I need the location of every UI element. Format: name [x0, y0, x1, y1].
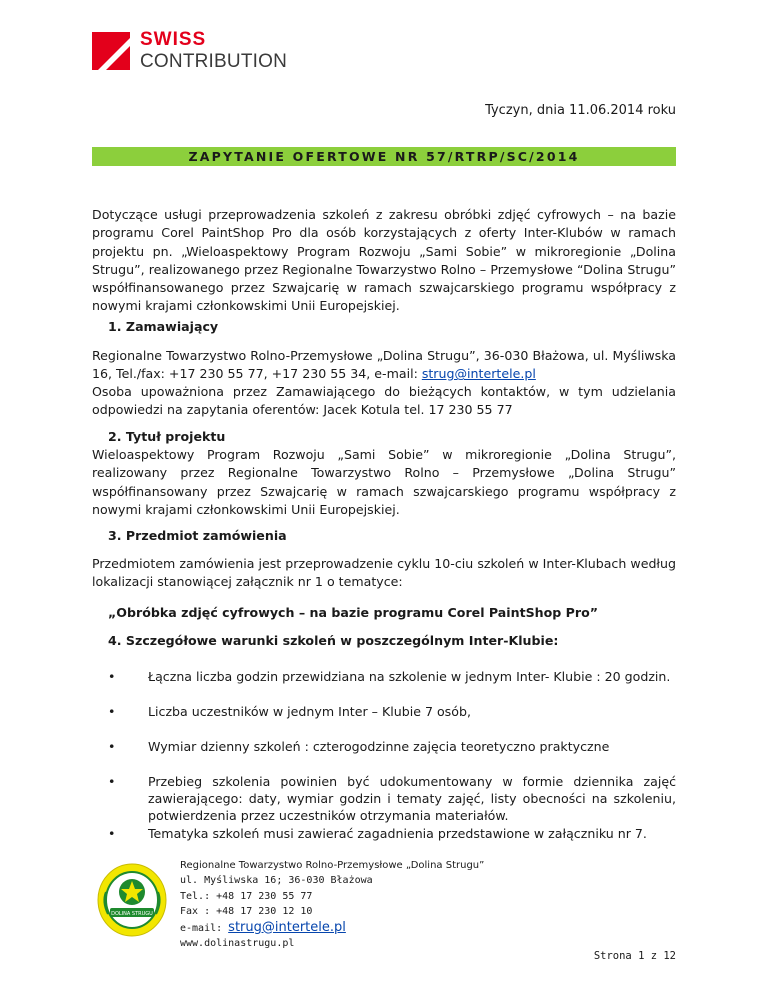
intro-paragraph: Dotyczące usługi przeprowadzenia szkoleń z zakresu obróbki zdjęć cyfrowych – na bazie programu Corel PaintShop Pro dla osób korzystających z oferty Inter-Klubów w ramach projektu pn. „Wieloaspektowy Program Rozwoju „Sami Sobie” w mikroregionie „Dolina Strugu”, realizowanego przez Regionalne Towarzystwo Rolno – Przemysłowe “Dolina Strugu” współfinansowanego przez Szwajcarię w ramach szwajcarskiego programu współpracy z nowymi krajami członkowskimi Unii Europejskiej. — [92, 207, 676, 314]
training-topic-quote: „Obróbka zdjęć cyfrowych – na bazie programu Corel PaintShop Pro” — [108, 605, 599, 620]
document-title: ZAPYTANIE OFERTOWE NR 57/RTRP/SC/2014 — [92, 147, 676, 166]
list-item-text: Tematyka szkoleń musi zawierać zagadnienia przedstawione w załączniku nr 7. — [148, 826, 647, 841]
footer-tel: Tel.: +48 17 230 55 77 — [180, 890, 313, 902]
footer-fax: Fax : +48 17 230 12 10 — [180, 906, 313, 918]
list-item — [108, 703, 676, 720]
dolina-strugu-emblem-icon — [96, 862, 168, 938]
footer-org: Regionalne Towarzystwo Rolno-Przemysłowe „Dolina Strugu” — [180, 860, 485, 871]
footer-email-row — [180, 920, 484, 936]
list-item-text: Wymiar dzienny szkoleń : czterogodzinne zajęcia teoretyczno praktyczne — [148, 739, 610, 754]
section-2-heading: 2. Tytuł projektu — [108, 429, 226, 444]
list-item — [108, 668, 676, 702]
swiss-flag-icon — [92, 32, 130, 70]
section-1-email-link[interactable]: strug@intertele.pl — [421, 366, 536, 382]
section-1-contact: Osoba upoważniona przez Zamawiającego do bieżących kontaktów, w tym udzielania odpowiedzi na zapytania oferentów: Jacek Kotula tel. 17 230 55 77 — [92, 384, 676, 418]
footer-website[interactable]: www.dolinastrugu.pl — [180, 938, 295, 950]
bullet-icon: • — [108, 826, 116, 841]
section-1-address-text: Regionalne Towarzystwo Rolno-Przemysłowe „Dolina Strugu”, 36-030 Błażowa, ul. Myśliwska 16, Tel./fax: +17 230 55 77, +17 230 55 34, e-mail: — [92, 348, 676, 382]
section-1-address — [92, 347, 676, 384]
list-item — [108, 773, 676, 824]
footer-contact — [180, 858, 484, 951]
page-number: Strona 1 z 12 — [593, 950, 676, 962]
list-item — [108, 738, 676, 755]
section-2-text: Wieloaspektowy Program Rozwoju „Sami Sobie” w mikroregionie „Dolina Strugu”, realizowany przez Regionalne Towarzystwo Rolno – Przemysłowe „Dolina Strugu” współfinansowany przez Szwajcarię w ramach szwajcarskiego programu współpracy z nowymi krajami członkowskimi Unii Europejskiej. — [92, 447, 676, 517]
list-item-text: Przebieg szkolenia powinien być udokumentowany w formie dziennika zajęć zawierającego: daty, wymiar godzin i tematy zajęć, listy obecności na szkoleniu, potwierdzenia przez uczestników otrzymania materiałów. — [148, 774, 676, 823]
section-4-heading: 4. Szczegółowe warunki szkoleń w poszczególnym Inter-Klubie: — [108, 633, 559, 648]
section-3-text: Przedmiotem zamówienia jest przeprowadzenie cyklu 10-ciu szkoleń w Inter-Klubach według lokalizacji stanowiącej załącznik nr 1 o tematyce: — [92, 556, 676, 590]
footer-email-link[interactable]: strug@intertele.pl — [228, 919, 346, 935]
logo-swiss-text: SWISS — [140, 29, 207, 50]
logo-contribution-text: CONTRIBUTION — [140, 51, 288, 72]
list-item — [108, 825, 676, 842]
section-3-heading: 3. Przedmiot zamówienia — [108, 528, 287, 543]
date-line: Tyczyn, dnia 11.06.2014 roku — [485, 103, 676, 118]
footer-address: ul. Myśliwska 16; 36-030 Błażowa — [180, 875, 373, 887]
list-item-text: Liczba uczestników w jednym Inter – Klubie 7 osób, — [148, 704, 471, 719]
bullet-icon: • — [108, 739, 116, 754]
bullet-icon: • — [108, 774, 116, 789]
footer-email-label: e-mail: — [180, 922, 229, 934]
bullet-icon: • — [108, 704, 116, 719]
emblem-label: DOLINA STRUGU — [111, 911, 153, 917]
list-item-text: Łączna liczba godzin przewidziana na szkolenie w jednym Inter- Klubie : 20 godzin. — [148, 669, 671, 684]
bullet-icon: • — [108, 669, 116, 684]
section-1-heading: 1. Zamawiający — [108, 319, 219, 334]
